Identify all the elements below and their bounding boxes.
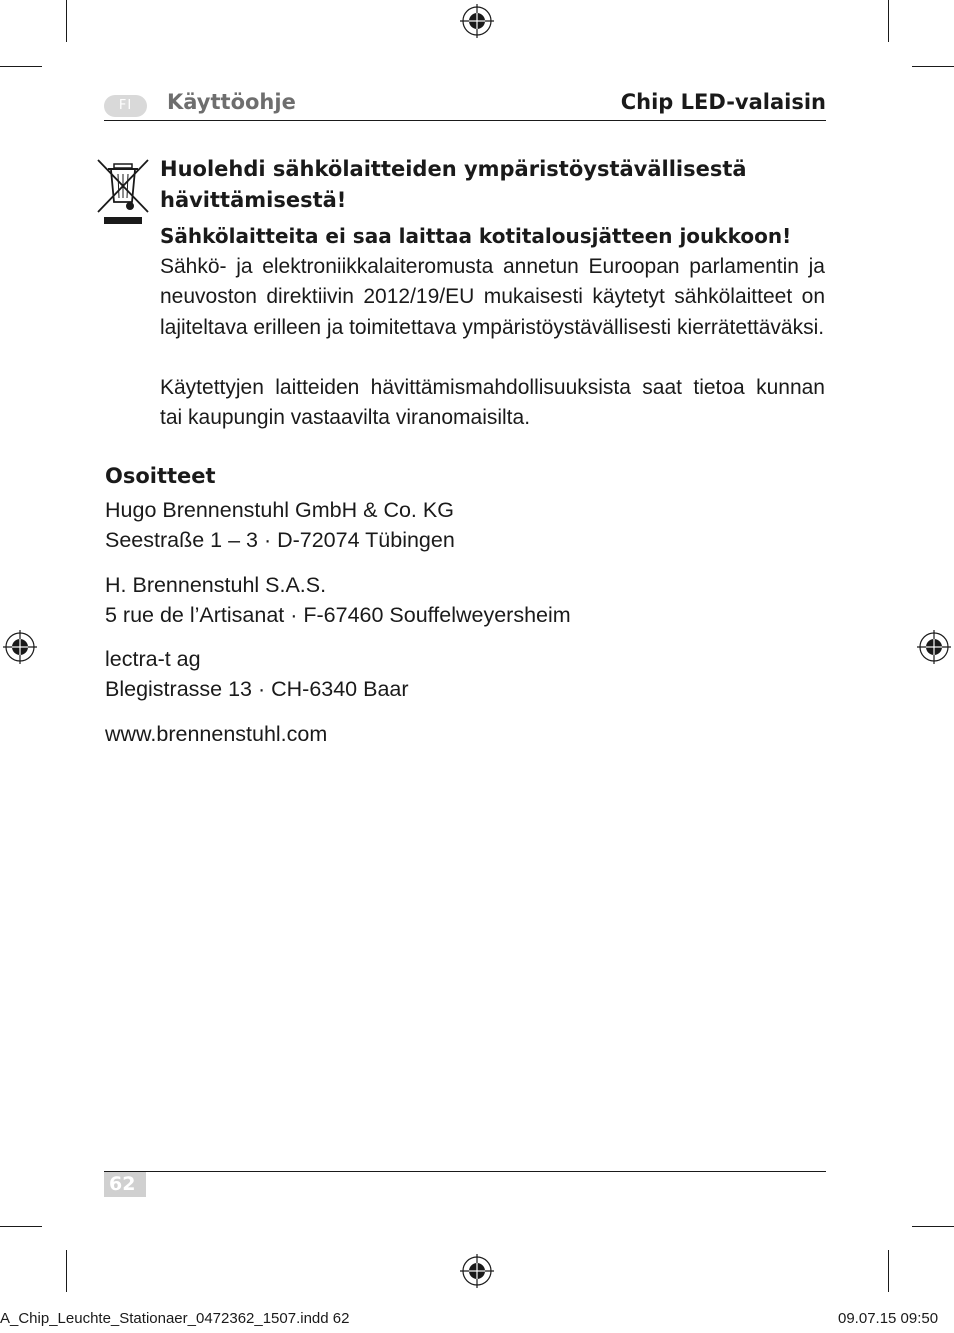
slug-date: 09.07.15 09:50 — [838, 1310, 939, 1327]
product-title: Chip LED-valaisin — [620, 90, 826, 114]
crop-mark — [912, 66, 954, 67]
address-line: Seestraße 1 – 3 · D-72074 Tübingen — [105, 528, 455, 552]
disposal-paragraph: Sähkö- ja elektroniikkalaiteromusta annetun Euroopan parlamentin ja neuvoston direktiivin 2012/19/EU mukaisesti käytetyt sähkölaitteet on lajiteltava erilleen ja toimitettava ympäristöystävällisesti kierrätettäväksi. — [160, 255, 825, 339]
address-line: lectra-t ag — [105, 647, 201, 671]
bin-underline-bar — [104, 217, 142, 224]
crossed-out-wheelie-bin-icon — [96, 158, 150, 216]
crop-mark — [66, 1250, 67, 1292]
crop-mark — [888, 1250, 889, 1292]
registration-mark-icon — [917, 630, 951, 664]
crop-mark — [0, 1226, 42, 1227]
addresses-heading: Osoitteet — [105, 464, 216, 488]
registration-mark-icon — [460, 4, 494, 38]
disposal-paragraph: Käytettyjen laitteiden hävittämismahdollisuuksista saat tietoa kunnan tai kaupungin vastaavilta viranomaisilta. — [160, 376, 825, 430]
registration-mark-icon — [460, 1254, 494, 1288]
header-rule — [104, 120, 826, 121]
crop-mark — [66, 0, 67, 42]
address-line: H. Brennenstuhl S.A.S. — [105, 573, 327, 597]
disposal-subheading: Sähkölaitteita ei saa laittaa kotitalousjätteen joukkoon! — [160, 224, 792, 248]
footer-rule — [104, 1171, 826, 1172]
crop-mark — [888, 0, 889, 42]
page-number: 62 — [104, 1172, 146, 1197]
address-line: 5 rue de l’Artisanat · F-67460 Souffelweyersheim — [105, 603, 571, 627]
address-line: Hugo Brennenstuhl GmbH & Co. KG — [105, 498, 454, 522]
slug-filename: A_Chip_Leuchte_Stationaer_0472362_1507.indd 62 — [0, 1310, 350, 1327]
crop-mark — [0, 66, 42, 67]
registration-mark-icon — [3, 630, 37, 664]
section-title: Käyttöohje — [167, 90, 296, 114]
disposal-heading: Huolehdi sähkölaitteiden ympäristöystävällisestä hävittämisestä! — [160, 157, 747, 212]
crop-mark — [912, 1226, 954, 1227]
language-badge: FI — [104, 95, 147, 117]
website-link[interactable]: www.brennenstuhl.com — [105, 722, 328, 746]
address-line: Blegistrasse 13 · CH-6340 Baar — [105, 677, 409, 701]
